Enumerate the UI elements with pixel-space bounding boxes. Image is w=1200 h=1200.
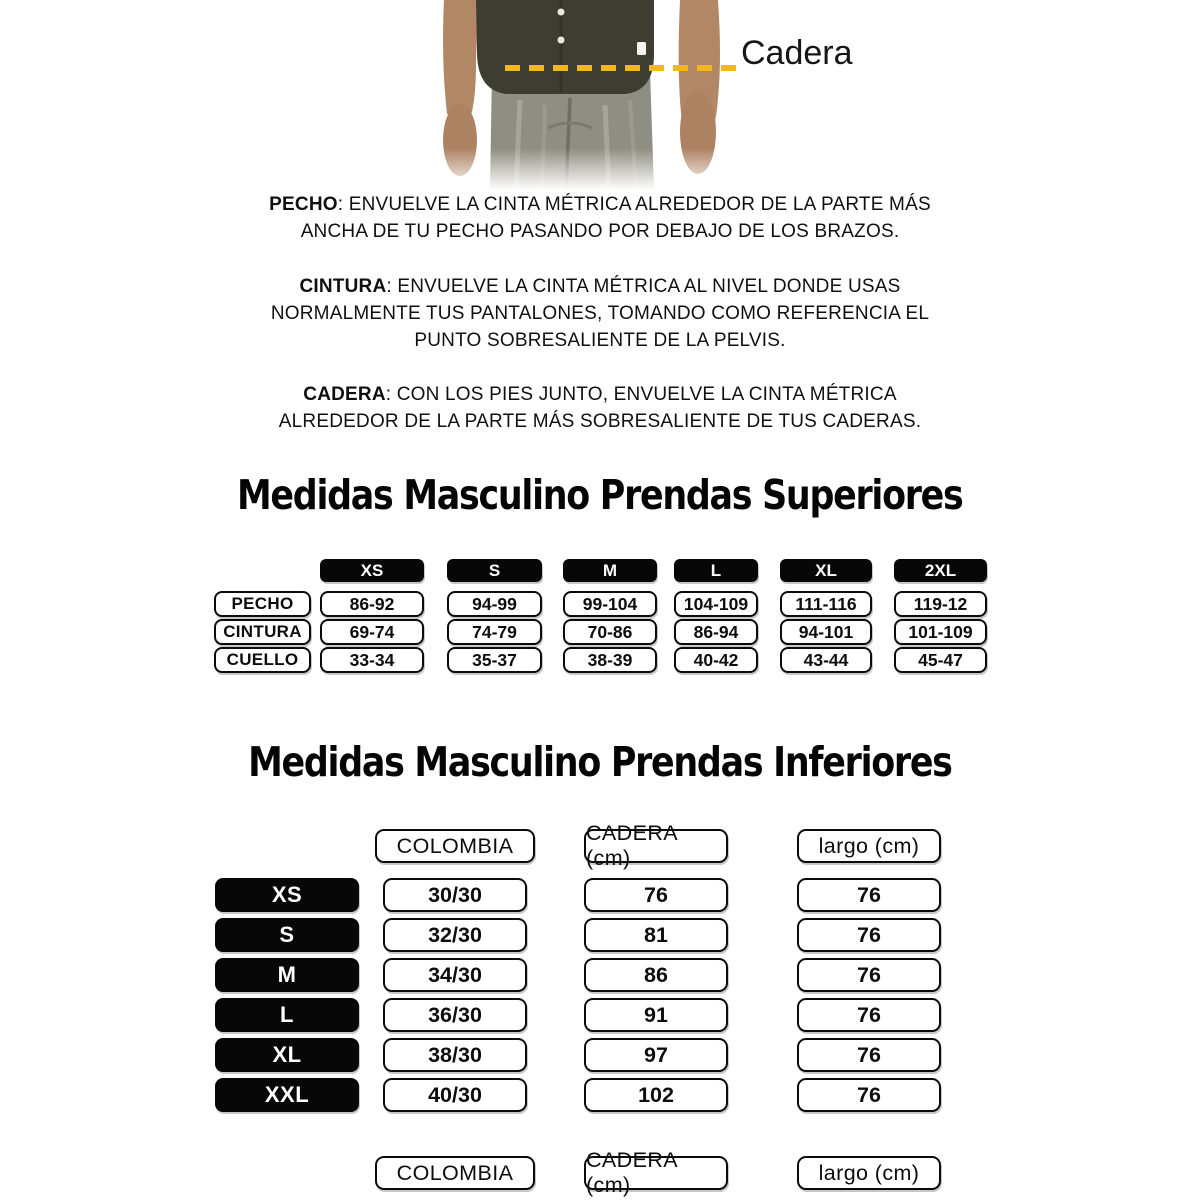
cell: 40-42 [674, 647, 758, 673]
inferior-section-title: Medidas Masculino Prendas Inferiores [248, 738, 952, 786]
instruction-line: NORMALMENTE TUS PANTALONES, TOMANDO COMO REFERENCIA EL [270, 303, 930, 324]
table-row-xs [215, 878, 941, 912]
size-label: XXL [215, 1078, 359, 1112]
cell: 91 [584, 998, 728, 1032]
instruction-line: CADERA: CON LOS PIES JUNTO, ENVUELVE LA CINTA MÉTRICA [303, 384, 897, 405]
instruction-term: PECHO [269, 194, 338, 215]
shirt-button [558, 37, 565, 44]
cell: 111-116 [780, 591, 872, 617]
instruction-line: ALREDEDOR DE LA PARTE MÁS SOBRESALIENTE DE TUS CADERAS. [278, 411, 922, 432]
cell: 69-74 [320, 619, 424, 645]
superior-size-table [214, 559, 987, 675]
inferior-size-table [215, 821, 941, 1118]
size-header-s: S [447, 559, 542, 582]
bottom-header-row [375, 1148, 941, 1197]
cell: 43-44 [780, 647, 872, 673]
size-label: S [215, 918, 359, 952]
cell: 76 [797, 958, 941, 992]
cell: 74-79 [447, 619, 542, 645]
cell: 94-99 [447, 591, 542, 617]
cell: 34/30 [383, 958, 527, 992]
cell: 97 [584, 1038, 728, 1072]
size-label: L [215, 998, 359, 1032]
left-arm [443, 0, 478, 118]
table-row-m [215, 958, 941, 992]
instruction-line: PECHO: ENVUELVE LA CINTA MÉTRICA ALREDEDOR DE LA PARTE MÁS [269, 194, 931, 215]
table-row-xxl [215, 1078, 941, 1112]
cell: 86-94 [674, 619, 758, 645]
superior-header-row [320, 559, 987, 582]
table-row-s [215, 918, 941, 952]
instruction-term: CINTURA [299, 276, 387, 297]
shirt-button [558, 9, 565, 16]
cell: 86 [584, 958, 728, 992]
cell: 101-109 [894, 619, 987, 645]
column-header-colombia: COLOMBIA [375, 1156, 535, 1190]
instruction-line: CINTURA: ENVUELVE LA CINTA MÉTRICA AL NIVEL DONDE USAS [299, 276, 901, 297]
size-label: M [215, 958, 359, 992]
cell: 36/30 [383, 998, 527, 1032]
cell: 76 [797, 878, 941, 912]
cell: 86-92 [320, 591, 424, 617]
cell: 94-101 [780, 619, 872, 645]
bottom-partial-table [215, 1148, 941, 1200]
row-label: CUELLO [214, 647, 311, 673]
cell: 81 [584, 918, 728, 952]
cell: 40/30 [383, 1078, 527, 1112]
column-header-largo: largo (cm) [797, 829, 941, 863]
cell: 70-86 [563, 619, 657, 645]
cell: 32/30 [383, 918, 527, 952]
row-label: CINTURA [214, 619, 311, 645]
size-header-xs: XS [320, 559, 424, 582]
cell: 33-34 [320, 647, 424, 673]
column-header-cadera: CADERA (cm) [584, 1156, 728, 1190]
size-header-xl: XL [780, 559, 872, 582]
table-row-cuello [214, 647, 987, 673]
superior-section-title: Medidas Masculino Prendas Superiores [237, 471, 963, 519]
column-header-largo: largo (cm) [797, 1156, 941, 1190]
size-header-l: L [674, 559, 758, 582]
cell: 30/30 [383, 878, 527, 912]
cell: 102 [584, 1078, 728, 1112]
table-row-l [215, 998, 941, 1032]
cell: 45-47 [894, 647, 987, 673]
shirt [476, 0, 654, 94]
photo-fade [430, 148, 750, 190]
table-row-xl [215, 1038, 941, 1072]
table-row-pecho [214, 591, 987, 617]
cell: 76 [584, 878, 728, 912]
table-row-cintura [214, 619, 987, 645]
instruction-line: PUNTO SOBRESALIENTE DE LA PELVIS. [414, 330, 786, 351]
cell: 119-12 [894, 591, 987, 617]
cell: 76 [797, 1038, 941, 1072]
size-header-m: M [563, 559, 657, 582]
instruction-pecho [0, 191, 1200, 245]
size-label: XS [215, 878, 359, 912]
cell: 76 [797, 1078, 941, 1112]
cell: 38/30 [383, 1038, 527, 1072]
column-header-colombia: COLOMBIA [375, 829, 535, 863]
shirt-tag [637, 42, 646, 55]
model-illustration [430, 0, 750, 190]
cell: 99-104 [563, 591, 657, 617]
cell: 104-109 [674, 591, 758, 617]
model-photo [430, 0, 750, 190]
inferior-header-row [375, 821, 941, 870]
instruction-term: CADERA [303, 384, 386, 405]
hip-line-label: Cadera [741, 34, 853, 72]
cell: 76 [797, 918, 941, 952]
instruction-cadera [0, 381, 1200, 435]
row-label: PECHO [214, 591, 311, 617]
instruction-line: ANCHA DE TU PECHO PASANDO POR DEBAJO DE LOS BRAZOS. [300, 221, 900, 242]
cell: 38-39 [563, 647, 657, 673]
instruction-cintura [0, 273, 1200, 354]
size-label: XL [215, 1038, 359, 1072]
size-header-2xl: 2XL [894, 559, 987, 582]
cell: 35-37 [447, 647, 542, 673]
column-header-cadera: CADERA (cm) [584, 829, 728, 863]
cell: 76 [797, 998, 941, 1032]
